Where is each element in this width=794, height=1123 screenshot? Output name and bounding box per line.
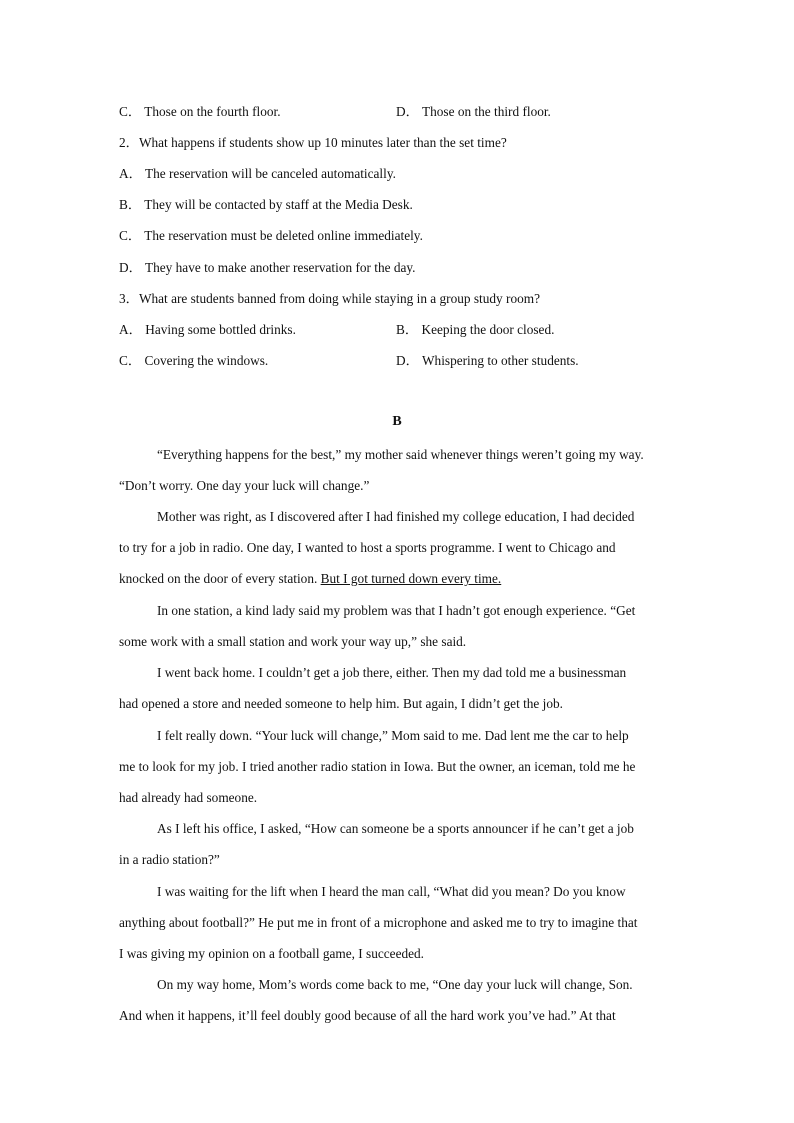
- option-3d: D． Whispering to other students.: [396, 353, 579, 368]
- option-3c: C． Covering the windows.: [119, 353, 269, 368]
- option-3a: A． Having some bottled drinks.: [119, 322, 296, 337]
- passage-line: me to look for my job. I tried another radio station in Iowa. But the owner, an iceman, told me he: [119, 759, 636, 774]
- question-3-stem: 3．What are students banned from doing while staying in a group study room?: [119, 291, 540, 306]
- passage-line: had opened a store and needed someone to help him. But again, I didn’t get the job.: [119, 696, 563, 711]
- option-2a: A． The reservation will be canceled automatically.: [119, 166, 396, 181]
- passage-line: I was giving my opinion on a football game, I succeeded.: [119, 946, 425, 961]
- passage-line: I was waiting for the lift when I heard the man call, “What did you mean? Do you know: [157, 884, 626, 899]
- passage-line: In one station, a kind lady said my problem was that I hadn’t got enough experience. “Get: [157, 603, 636, 618]
- passage-line: in a radio station?”: [119, 852, 220, 867]
- option-1d: D． Those on the third floor.: [396, 104, 551, 119]
- passage-line: Mother was right, as I discovered after I had finished my college education, I had decided: [157, 509, 635, 524]
- passage-line: anything about football?” He put me in front of a microphone and asked me to try to imagine that: [119, 915, 638, 930]
- option-2b: B． They will be contacted by staff at the Media Desk.: [119, 197, 413, 212]
- passage-line: And when it happens, it’ll feel doubly good because of all the hard work you’ve had.” At that: [119, 1008, 616, 1023]
- option-3b: B． Keeping the door closed.: [396, 322, 555, 337]
- passage-line: As I left his office, I asked, “How can someone be a sports announcer if he can’t get a job: [157, 821, 634, 836]
- passage-line: “Don’t worry. One day your luck will change.”: [119, 478, 370, 493]
- option-1c: C． Those on the fourth floor.: [119, 104, 281, 119]
- underlined-sentence: But I got turned down every time.: [320, 571, 502, 586]
- option-2c: C． The reservation must be deleted online immediately.: [119, 228, 423, 243]
- option-2d: D． They have to make another reservation for the day.: [119, 260, 416, 275]
- passage-line: had already had someone.: [119, 790, 258, 805]
- passage-line: to try for a job in radio. One day, I wanted to host a sports programme. I went to Chicago and: [119, 540, 616, 555]
- section-heading: B: [392, 414, 402, 429]
- passage-line: On my way home, Mom’s words come back to me, “One day your luck will change, Son.: [157, 977, 633, 992]
- passage-line: “Everything happens for the best,” my mother said whenever things weren’t going my way.: [157, 447, 644, 462]
- passage-line: knocked on the door of every station. But I got turned down every time.: [119, 571, 502, 586]
- passage-line: some work with a small station and work your way up,” she said.: [119, 634, 467, 649]
- question-2-stem: 2．What happens if students show up 10 minutes later than the set time?: [119, 135, 507, 150]
- passage-line: I went back home. I couldn’t get a job there, either. Then my dad told me a businessman: [157, 665, 627, 680]
- passage-line: I felt really down. “Your luck will change,” Mom said to me. Dad lent me the car to help: [157, 728, 629, 743]
